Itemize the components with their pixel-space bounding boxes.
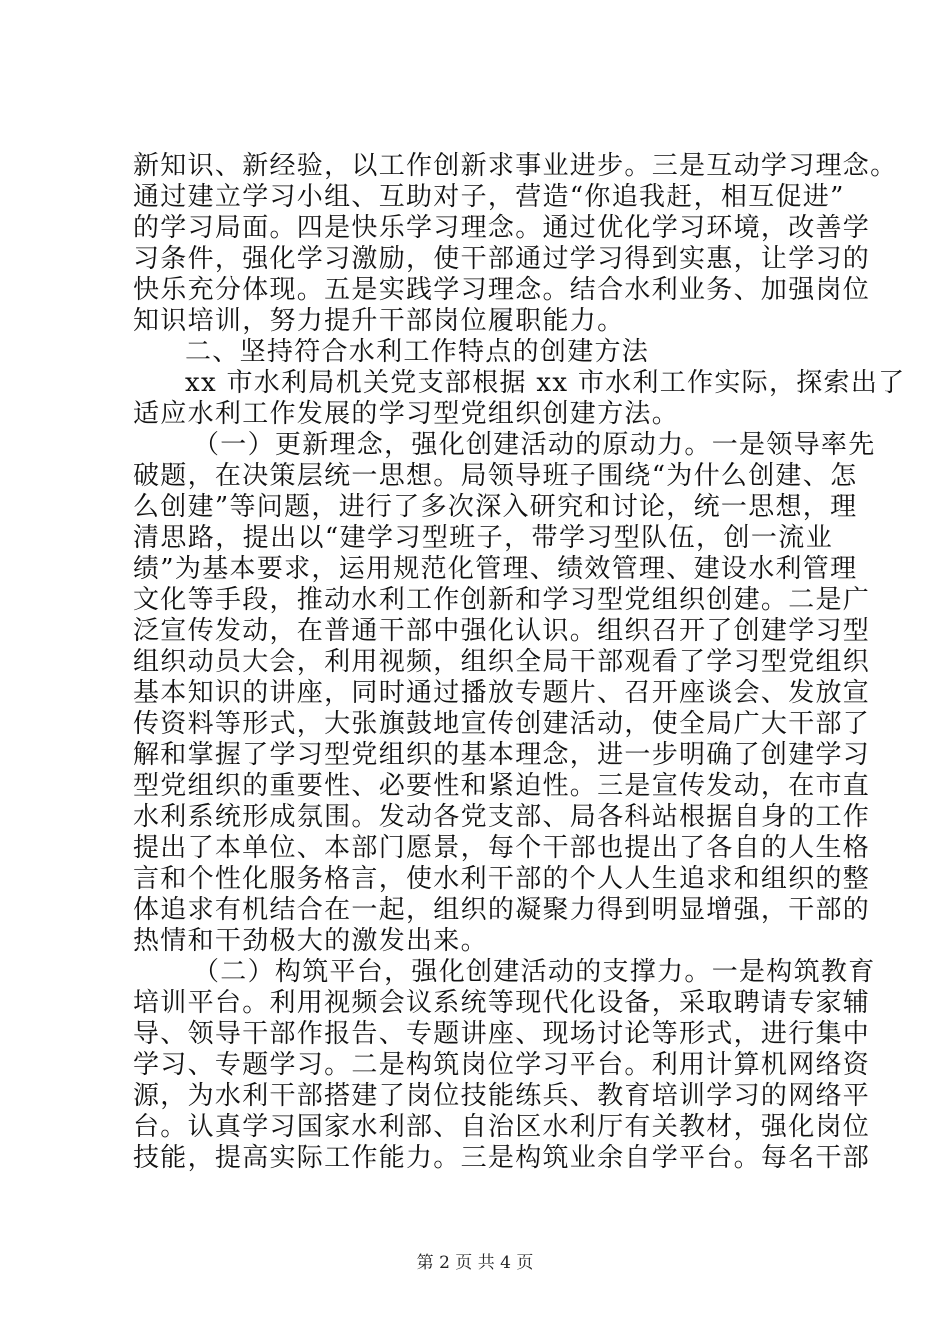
text-line: 知识培训，努力提升干部岗位履职能力。 bbox=[133, 306, 625, 336]
text-line: 通过建立学习小组、互助对子，营造“你追我赶，相互促进” bbox=[133, 182, 845, 212]
section-heading: 二、坚持符合水利工作特点的创建方法 bbox=[185, 337, 650, 367]
text-line: 水利系统形成氛围。发动各党支部、局各科站根据自身的工作 bbox=[133, 802, 871, 832]
text-line: 绩”为基本要求，运用规范化管理、绩效管理、建设水利管理 bbox=[133, 554, 858, 584]
text-line: 的学习局面。四是快乐学习理念。通过优化学习环境，改善学 bbox=[133, 213, 871, 243]
text-line: 传资料等形式，大张旗鼓地宣传创建活动，使全局广大干部了 bbox=[133, 709, 871, 739]
text-line: 泛宣传发动，在普通干部中强化认识。组织召开了创建学习型 bbox=[133, 616, 871, 646]
text-line: 适应水利工作发展的学习型党组织创建方法。 bbox=[133, 399, 680, 429]
text-line: 组织动员大会，利用视频，组织全局干部观看了学习型党组织 bbox=[133, 647, 871, 677]
text-line: 新知识、新经验，以工作创新求事业进步。三是互动学习理念。 bbox=[133, 151, 898, 181]
text-line: 型党组织的重要性、必要性和紧迫性。三是宣传发动，在市直 bbox=[133, 771, 871, 801]
text-line: 破题，在决策层统一思想。局领导班子围绕“为什么创建、怎 bbox=[133, 461, 858, 491]
text-line: 言和个性化服务格言，使水利干部的个人人生追求和组织的整 bbox=[133, 864, 871, 894]
document-body bbox=[133, 151, 906, 1174]
text-line: 学习、专题学习。二是构筑岗位学习平台。利用计算机网络资 bbox=[133, 1050, 871, 1080]
text-line: 热情和干劲极大的激发出来。 bbox=[133, 926, 488, 956]
text-line: 提出了本单位、本部门愿景，每个干部也提出了各自的人生格 bbox=[133, 833, 871, 863]
text-line: 体追求有机结合在一起，组织的凝聚力得到明显增强，干部的 bbox=[133, 895, 871, 925]
text-line: xx 市水利局机关党支部根据 xx 市水利工作实际，探索出了 bbox=[185, 368, 906, 398]
text-line: 技能，提高实际工作能力。三是构筑业余自学平台。每名干部 bbox=[133, 1143, 871, 1173]
page-number-footer: 第 2 页 共 4 页 bbox=[416, 1253, 534, 1273]
text-line: 培训平台。利用视频会议系统等现代化设备，采取聘请专家辅 bbox=[133, 988, 871, 1018]
text-line: 导、领导干部作报告、专题讲座、现场讨论等形式，进行集中 bbox=[133, 1019, 871, 1049]
text-line: 快乐充分体现。五是实践学习理念。结合水利业务、加强岗位 bbox=[133, 275, 871, 305]
text-line: 习条件，强化学习激励，使干部通过学习得到实惠，让学习的 bbox=[133, 244, 871, 274]
subsection-heading: （二）构筑平台，强化创建活动的支撑力。一是构筑教育 bbox=[193, 957, 876, 987]
text-line: 文化等手段，推动水利工作创新和学习型党组织创建。二是广 bbox=[133, 585, 871, 615]
text-line: 基本知识的讲座，同时通过播放专题片、召开座谈会、发放宣 bbox=[133, 678, 871, 708]
text-line: 源，为水利干部搭建了岗位技能练兵、教育培训学习的网络平 bbox=[133, 1081, 871, 1111]
subsection-heading: （一）更新理念，强化创建活动的原动力。一是领导率先 bbox=[193, 430, 876, 460]
text-line: 清思路，提出以“建学习型班子，带学习型队伍，创一流业 bbox=[133, 523, 833, 553]
text-line: 解和掌握了学习型党组织的基本理念，进一步明确了创建学习 bbox=[133, 740, 871, 770]
text-line: 么创建”等问题，进行了多次深入研究和讨论，统一思想，理 bbox=[133, 492, 858, 522]
text-line: 台。认真学习国家水利部、自治区水利厅有关教材，强化岗位 bbox=[133, 1112, 871, 1142]
